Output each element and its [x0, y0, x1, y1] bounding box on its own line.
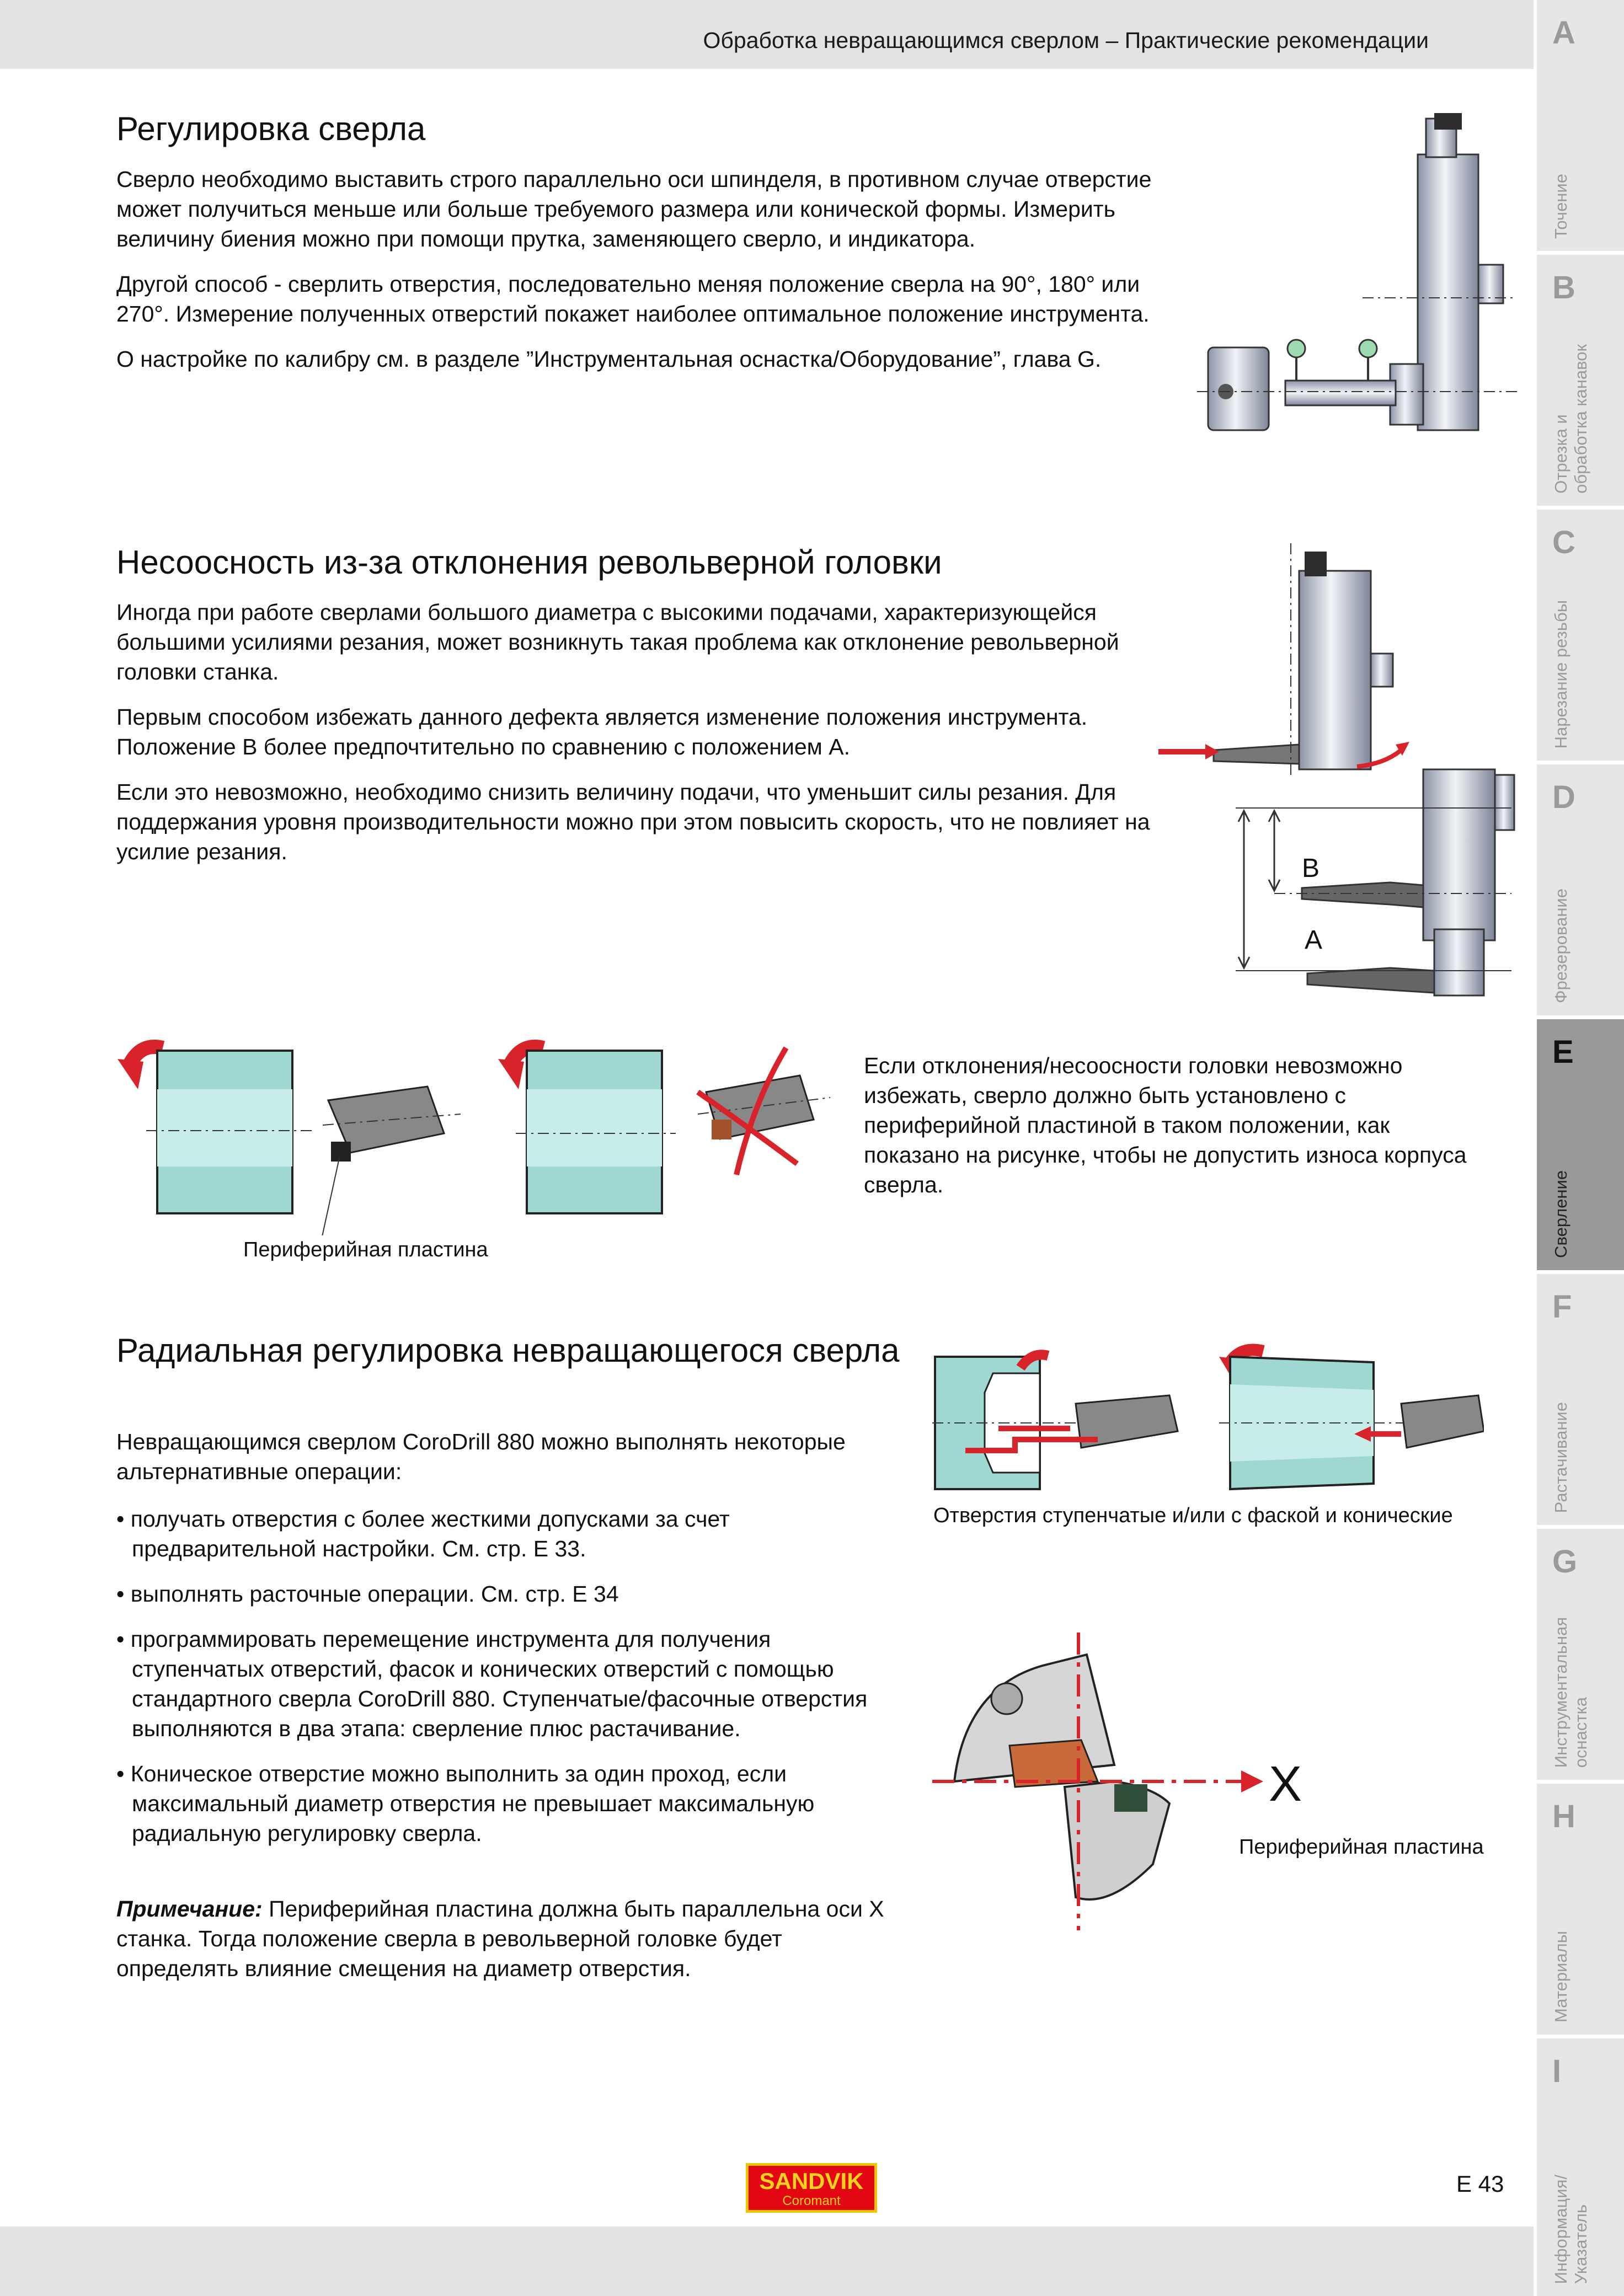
- tab-letter: I: [1552, 2053, 1562, 2089]
- tab-label: Информация/ Указатель: [1551, 2174, 1590, 2284]
- tab-threading[interactable]: [1537, 510, 1624, 761]
- header-bar: [0, 0, 1534, 69]
- section2-text: [116, 597, 1153, 882]
- section4-bullet-list: [116, 1504, 900, 1864]
- tab-materials[interactable]: [1537, 1784, 1624, 2035]
- logo-main-text: SANDVIK: [759, 2168, 864, 2194]
- bullet-item: • Коническое отверстие можно выполнить за один проход, если максимальный диаметр отверстия не превышает максимальную радиальную регулировку сверла.: [116, 1759, 900, 1848]
- turret-deflection-figure: [1153, 543, 1517, 1007]
- bullet-item: • программировать перемещение инструмента для получения ступенчатых отверстий, фасок и конических отверстий с помощью стандартного сверла CoroDrill 880. Ступенчатые/фасочные отверстия выполняются в два этапа: сверление плюс растачивание.: [116, 1624, 900, 1743]
- tab-label: Фрезерование: [1551, 889, 1570, 1003]
- tab-label: Точение: [1551, 173, 1570, 239]
- tab-letter: H: [1552, 1799, 1575, 1834]
- tab-label: Нарезание резьбы: [1551, 600, 1570, 748]
- section4-title: Радиальная регулировка невращающегося сверла: [116, 1332, 900, 1369]
- header-title: Обработка невращающимся сверлом – Практические рекомендации: [703, 28, 1429, 53]
- logo-sub-text: Coromant: [782, 2193, 841, 2208]
- section1-text: [116, 164, 1153, 389]
- note-text: Периферийная пластина должна быть параллельна оси X станка. Тогда положение сверла в револьверной головке будет определять влияние смещения на диаметр отверстия.: [116, 1896, 884, 1981]
- x-axis-label: X: [1268, 1757, 1302, 1812]
- position-b-label: B: [1302, 854, 1320, 883]
- section4-note: [116, 1894, 900, 1983]
- drill-alignment-figure: [1197, 110, 1517, 452]
- section1-p3: О настройке по калибру см. в разделе ”Инструментальная оснастка/Оборудование”, глава G.: [116, 346, 1102, 372]
- section2-p3: Если это невозможно, необходимо снизить величину подачи, что уменьшит силы резания. Для поддержания уровня производительности можно при этом повысить скорость, что не повлияет на усилие резания.: [116, 779, 1150, 864]
- tab-drilling[interactable]: [1537, 1019, 1624, 1270]
- footer-bar: [0, 2227, 1534, 2296]
- tab-label: Отрезка и обработка канавок: [1551, 344, 1590, 494]
- note-label: Примечание:: [116, 1896, 263, 1922]
- section2-p1: Иногда при работе сверлами большого диаметра с высокими подачами, характеризующейся большими усилиями резания, может возникнуть такая проблема как отклонение револьверной головки станка.: [116, 600, 1119, 684]
- tab-label: Сверление: [1551, 1170, 1570, 1258]
- section4-intro: Невращающимся сверлом CoroDrill 880 можно выполнять некоторые альтернативные операции:: [116, 1429, 846, 1484]
- stepped-holes-caption: Отверстия ступенчатые и/или с фаской и конические: [933, 1504, 1453, 1527]
- section2-title: Несоосность из-за отклонения револьверной головки: [116, 544, 942, 581]
- position-a-label: A: [1305, 925, 1323, 955]
- peripheral-insert-caption-1: Периферийная пластина: [243, 1238, 488, 1261]
- peripheral-insert-caption-2: Периферийная пластина: [1239, 1835, 1484, 1859]
- tab-letter: G: [1552, 1544, 1578, 1580]
- bullet-item: • выполнять расточные операции. См. стр. E 34: [116, 1579, 900, 1609]
- tab-letter: D: [1552, 779, 1575, 815]
- tab-label: Материалы: [1551, 1931, 1570, 2022]
- stepped-holes-figure: [932, 1340, 1484, 1500]
- sandvik-logo: [746, 2163, 877, 2213]
- radial-adjustment-figure: [932, 1621, 1318, 1930]
- section1-p1: Сверло необходимо выставить строго параллельно оси шпинделя, в противном случае отверстие может получиться меньше или больше требуемого размера или конической формы. Измерить величину биения можно при помощи прутка, заменяющего сверло, и индикатора.: [116, 167, 1152, 251]
- peripheral-insert-orientation-figure: [113, 1037, 841, 1235]
- tab-info-index[interactable]: [1537, 2038, 1624, 2296]
- page-number: E 43: [1456, 2171, 1504, 2197]
- section2-p2: Первым способом избежать данного дефекта является изменение положения инструмента. Положение B более предпочтительно по сравнению с положением A.: [116, 704, 1088, 759]
- tab-tooling[interactable]: [1537, 1529, 1624, 1780]
- tab-turning[interactable]: [1537, 0, 1624, 251]
- tab-label: Растачивание: [1551, 1401, 1570, 1513]
- side-tabs: [1537, 0, 1624, 2296]
- tab-letter: B: [1552, 270, 1575, 306]
- section3-text: Если отклонения/несоосности головки невозможно избежать, сверло должно быть установлено с периферийной пластиной в таком положении, как показано на рисунке, чтобы не допустить износа корпуса сверла.: [864, 1053, 1467, 1197]
- tab-letter: A: [1552, 15, 1575, 51]
- tab-label: Инструментальная оснастка: [1551, 1617, 1590, 1768]
- tab-boring[interactable]: [1537, 1274, 1624, 1525]
- bullet-item: • получать отверстия с более жесткими допусками за счет предварительной настройки. См. стр. E 33.: [116, 1504, 900, 1564]
- tab-letter: F: [1552, 1289, 1572, 1325]
- tab-parting-grooving[interactable]: [1537, 255, 1624, 506]
- tab-letter: E: [1552, 1034, 1574, 1070]
- section1-p2: Другой способ - сверлить отверстия, последовательно меняя положение сверла на 90°, 180° или 270°. Измерение полученных отверстий покажет наиболее оптимальное положение инструмента.: [116, 271, 1150, 327]
- section1-title: Регулировка сверла: [116, 110, 426, 147]
- tab-letter: C: [1552, 525, 1575, 560]
- tab-milling[interactable]: [1537, 764, 1624, 1015]
